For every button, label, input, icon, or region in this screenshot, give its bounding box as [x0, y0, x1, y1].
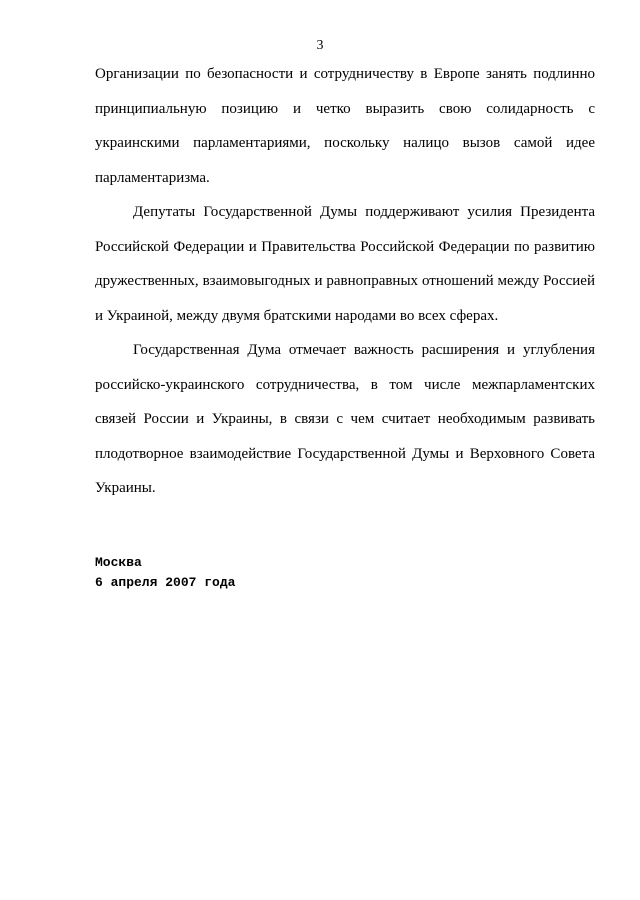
page-number: 3: [316, 38, 324, 53]
document-body: [95, 57, 595, 506]
closing-place: Москва: [95, 555, 142, 570]
closing-date: 6 апреля 2007 года: [95, 575, 236, 590]
paragraph-deputies-support: Депутаты Государственной Думы поддерживают усилия Президента Российской Федерации и Правительства Российской Федерации по развитию дружественных, взаимовыгодных и равноправных отношений между Россией и Украиной, между двумя братскими народами во всех сферах.: [95, 204, 595, 324]
signature-block: [95, 553, 235, 593]
paragraph-cooperation: Государственная Дума отмечает важность расширения и углубления российско-украинского сотрудничества, в том числе межпарламентских связей России и Украины, в связи с чем считает необходимым развивать плодотворное взаимодействие Государственной Думы и Верховного Совета Украины.: [95, 342, 595, 496]
paragraph-continuation: Организации по безопасности и сотрудничеству в Европе занять подлинно принципиальную позицию и четко выразить свою солидарность с украинскими парламентариями, поскольку налицо вызов самой идее парламентаризма.: [95, 66, 595, 186]
